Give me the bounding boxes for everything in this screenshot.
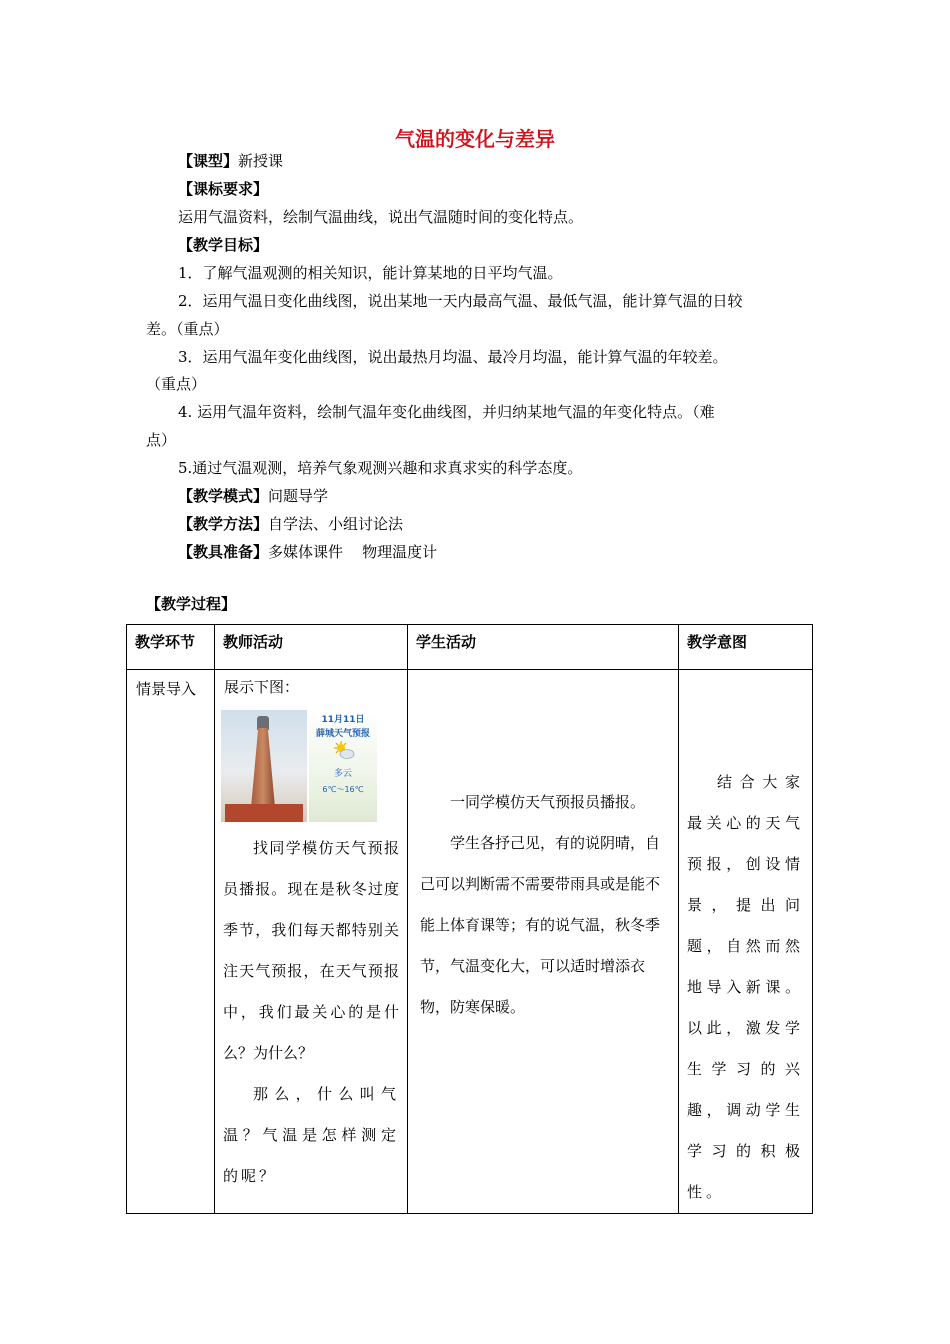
page-title: 气温的变化与差异	[395, 127, 555, 151]
tools-value: 多媒体课件 物理温度计	[268, 543, 438, 561]
forecast-title: 薛城天气预报	[315, 729, 370, 739]
header-stage: 教学环节	[127, 625, 215, 670]
method-value: 自学法、小组讨论法	[268, 515, 404, 533]
process-label: 【教学过程】	[146, 595, 237, 613]
course-type-value: 新授课	[238, 152, 284, 170]
goal-2-line-1: 2．运用气温日变化曲线图，说出某地一天内最高气温、最低气温，能计算气温的日较	[178, 292, 743, 310]
partly-cloudy-icon	[333, 740, 355, 762]
goal-4-line-2: 点）	[146, 431, 177, 449]
goal-4-line-1: 4. 运用气温年资料，绘制气温年变化曲线图，并归纳某地气温的年变化特点。（难	[178, 403, 715, 421]
goal-3-line-1: 3．运用气温年变化曲线图，说出最热月均温、最冷月均温，能计算气温的年较差。	[178, 348, 728, 366]
student-cell	[408, 670, 679, 1214]
mode-label: 【教学模式】	[178, 487, 269, 505]
forecast-card	[309, 710, 377, 822]
forecast-date: 11月11日	[321, 715, 365, 725]
teaching-mode	[178, 485, 328, 507]
teacher-paragraph-1: 找同学模仿天气预报员播报。现在是秋冬过度季节，我们每天都特别关注天气预报，在天气预报中，我们最关心的是什么？为什么？	[223, 839, 399, 1062]
method-label: 【教学方法】	[178, 515, 269, 533]
teaching-tools	[178, 541, 437, 563]
teacher-intro: 展示下图：	[224, 678, 300, 696]
table-row	[127, 670, 813, 1214]
stage-cell: 情景导入	[127, 670, 215, 1214]
goal-3-line-2: （重点）	[146, 375, 207, 393]
teacher-paragraph-2: 那么，什么叫气温？气温是怎样测定的呢？	[223, 1085, 399, 1185]
goals-label: 【教学目标】	[178, 236, 269, 254]
table-header-row	[127, 625, 813, 670]
goal-1: 1．了解气温观测的相关知识，能计算某地的日平均气温。	[178, 264, 563, 282]
teaching-method	[178, 513, 403, 535]
header-teacher: 教师活动	[215, 625, 408, 670]
standard-label: 【课标要求】	[178, 180, 269, 198]
intent-cell	[679, 670, 813, 1214]
course-type	[178, 150, 283, 172]
goal-2-line-2: 差。（重点）	[146, 320, 229, 338]
header-intent: 教学意图	[679, 625, 813, 670]
student-paragraph-1: 一同学模仿天气预报员播报。	[450, 793, 646, 811]
mode-value: 问题导学	[268, 487, 329, 505]
weather-figure	[221, 710, 377, 822]
student-paragraph-2: 学生各抒己见，有的说阴晴，自己可以判断需不需要带雨具或是能不能上体育课等；有的说气温，秋冬季节，气温变化大，可以适时增添衣物，防寒保暖。	[420, 834, 661, 1016]
course-type-label: 【课型】	[178, 152, 239, 170]
header-student: 学生活动	[408, 625, 679, 670]
process-table	[126, 624, 813, 1214]
forecast-condition: 多云	[333, 769, 352, 779]
forecast-temperature: 6℃～16℃	[322, 785, 364, 794]
teacher-cell	[215, 670, 408, 1214]
goal-5: 5.通过气温观测，培养气象观测兴趣和求真求实的科学态度。	[178, 459, 583, 477]
monument-photo	[221, 710, 307, 822]
intent-text: 结合大家最关心的天气预报，创设情景，提出问题，自然而然地导入新课。以此，激发学生学习的兴趣，调动学生学习的积极性。	[687, 773, 804, 1201]
standard-text: 运用气温资料，绘制气温曲线，说出气温随时间的变化特点。	[178, 208, 584, 226]
tools-label: 【教具准备】	[178, 543, 269, 561]
